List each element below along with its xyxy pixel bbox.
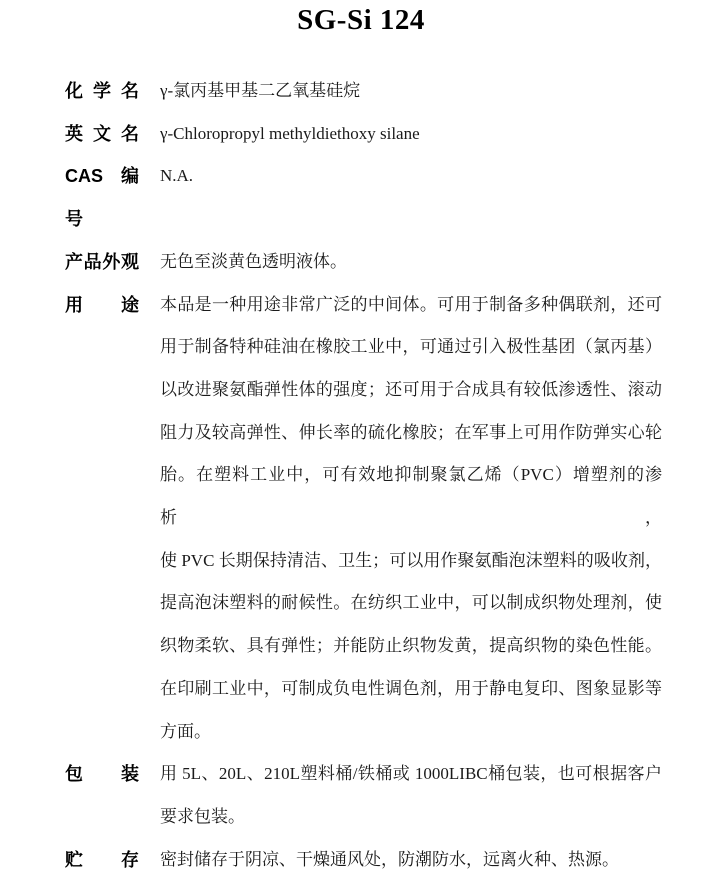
text-line: 密封储存于阴凉、干燥通风处，防潮防水，远离火种、热源。: [160, 849, 619, 869]
row-label: 用 途: [65, 294, 139, 315]
text-line: 提高泡沫塑料的耐候性。在纺织工业中，可以制成织物处理剂，使: [160, 593, 662, 613]
row-lines: [160, 839, 662, 881]
row-label: 化 学 名: [65, 81, 139, 101]
text-line: 用 5L、20L、210L塑料桶/铁桶或 1000LIBC桶包装，也可根据客户: [160, 764, 662, 784]
text-line: γ-Chloropropyl methyldiethoxy silane: [160, 123, 420, 143]
text-line: 胎。在塑料工业中，可有效地抑制聚氯乙烯（PVC）增塑剂的渗析，: [160, 465, 662, 528]
text-line: 无色至淡黄色透明液体。: [160, 251, 347, 271]
page-title: SG-Si 124: [297, 4, 425, 36]
row-label: 包 装: [65, 764, 139, 785]
datasheet-rows: [65, 70, 662, 881]
row-lines: [160, 753, 662, 838]
text-line: N.A.: [160, 166, 194, 186]
datasheet-row: [65, 155, 662, 240]
text-line: 织物柔软、具有弹性；并能防止织物发黄，提高织物的染色性能。: [160, 636, 662, 656]
text-line: 使 PVC 长期保持清洁、卫生；可以用作聚氨酯泡沫塑料的吸收剂，: [160, 550, 662, 570]
row-lines: [160, 113, 662, 156]
datasheet-row: [65, 70, 662, 113]
datasheet-row: [65, 839, 662, 881]
text-line: 在印刷工业中，可制成负电性调色剂，用于静电复印、图象显影等: [160, 678, 662, 698]
row-label: 贮 存: [65, 849, 139, 870]
row-label: CAS 编号: [65, 166, 139, 230]
text-line: 方面。: [160, 721, 211, 741]
text-line: 要求包装。: [160, 806, 245, 826]
datasheet-row: [65, 241, 662, 284]
text-line: 用于制备特种硅油在橡胶工业中，可通过引入极性基团（氯丙基）: [160, 337, 662, 357]
datasheet-row: [65, 284, 662, 754]
row-lines: [160, 155, 662, 198]
text-line: 阻力及较高弹性、伸长率的硫化橡胶；在军事上可用作防弹实心轮: [160, 422, 662, 442]
datasheet-row: [65, 753, 662, 838]
text-line: γ-氯丙基甲基二乙氧基硅烷: [160, 81, 361, 100]
row-label: 产品外观: [65, 251, 139, 272]
text-line: 本品是一种用途非常广泛的中间体。可用于制备多种偶联剂，还可: [160, 294, 662, 314]
row-lines: [160, 241, 662, 284]
row-lines: [160, 70, 662, 113]
row-lines: [160, 284, 662, 754]
datasheet-row: [65, 113, 662, 156]
text-line: 以改进聚氨酯弹性体的强度；还可用于合成具有较低渗透性、滚动: [160, 379, 662, 399]
row-label: 英 文 名: [65, 123, 139, 144]
